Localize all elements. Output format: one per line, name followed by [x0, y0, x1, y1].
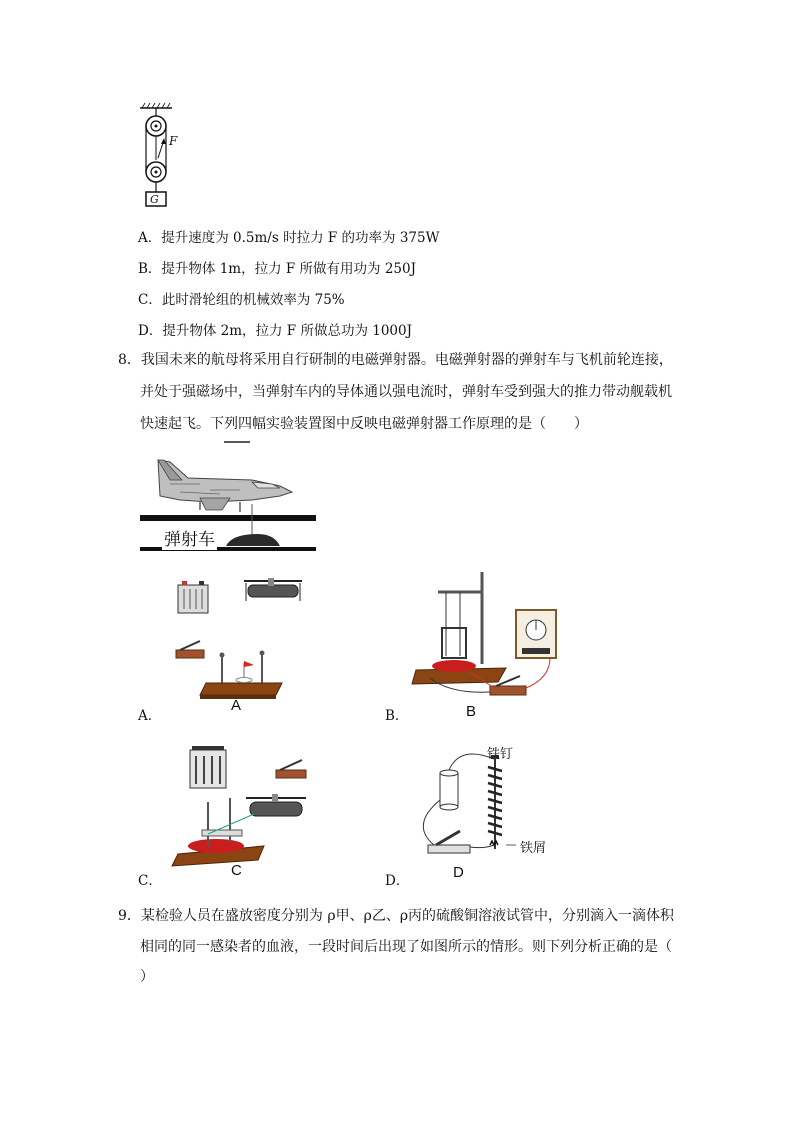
switch-icon	[428, 831, 470, 853]
choice-a-mark[interactable]: A．	[138, 708, 162, 724]
q8-line-1: 8．我国未来的航母将采用自行研制的电磁弹射器。电磁弹射器的弹射车与飞机前轮连接，	[118, 352, 673, 368]
rheostat-icon	[244, 578, 302, 601]
battery-icon	[178, 581, 208, 613]
choice-c-letter: C	[231, 862, 242, 879]
jet-icon	[158, 460, 292, 512]
q7-option-c: C．此时滑轮组的机械效率为 75%	[138, 292, 345, 308]
choice-b-figure	[410, 568, 580, 703]
choice-a-figure	[170, 575, 330, 700]
q9-line-1: 9．某检验人员在盛放密度分别为 ρ甲、ρ乙、ρ丙的硫酸铜溶液试管中，分别滴入一滴体积	[118, 908, 675, 924]
choice-c-figure	[168, 742, 328, 867]
q7-option-b: B．提升物体 1m，拉力 F 所做有用功为 250J	[138, 261, 417, 277]
choice-d-mark[interactable]: D．	[385, 873, 410, 889]
force-label: F	[169, 134, 178, 148]
choice-d-letter: D	[453, 864, 464, 881]
choice-b-mark[interactable]: B．	[385, 708, 409, 724]
choice-a-letter: A	[231, 697, 242, 714]
battery-icon	[190, 746, 226, 788]
pulley-figure	[134, 100, 194, 210]
battery-icon	[440, 770, 458, 810]
choice-b-letter: B	[466, 703, 477, 720]
electromagnet-nail-icon	[488, 755, 502, 849]
q8-line-2: 并处于强磁场中，当弹射车内的导体通以强电流时，弹射车受到强大的推力带动舰载机	[140, 384, 672, 400]
q7-option-d: D．提升物体 2m，拉力 F 所做总功为 1000J	[138, 323, 413, 339]
galvanometer-icon	[516, 610, 556, 658]
weight-label: G	[150, 193, 159, 206]
switch-icon	[176, 641, 204, 658]
rheostat-icon	[246, 794, 306, 816]
q7-option-a: A．提升速度为 0.5m/s 时拉力 F 的功率为 375W	[138, 230, 440, 246]
choice-c-mark[interactable]: C．	[138, 873, 162, 889]
q8-line-3: 快速起飞。下列四幅实验装置图中反映电磁弹射器工作原理的是（ ）	[140, 416, 588, 432]
q9-line-2: 相同的同一感染者的血液，一段时间后出现了如图所示的情形。则下列分析正确的是（	[140, 939, 672, 955]
nail-label: 铁钉	[487, 747, 514, 762]
catapult-label: 弹射车	[162, 525, 217, 550]
filings-label: 铁屑	[520, 841, 547, 856]
switch-icon	[276, 760, 306, 778]
q9-line-3: ）	[140, 969, 154, 985]
